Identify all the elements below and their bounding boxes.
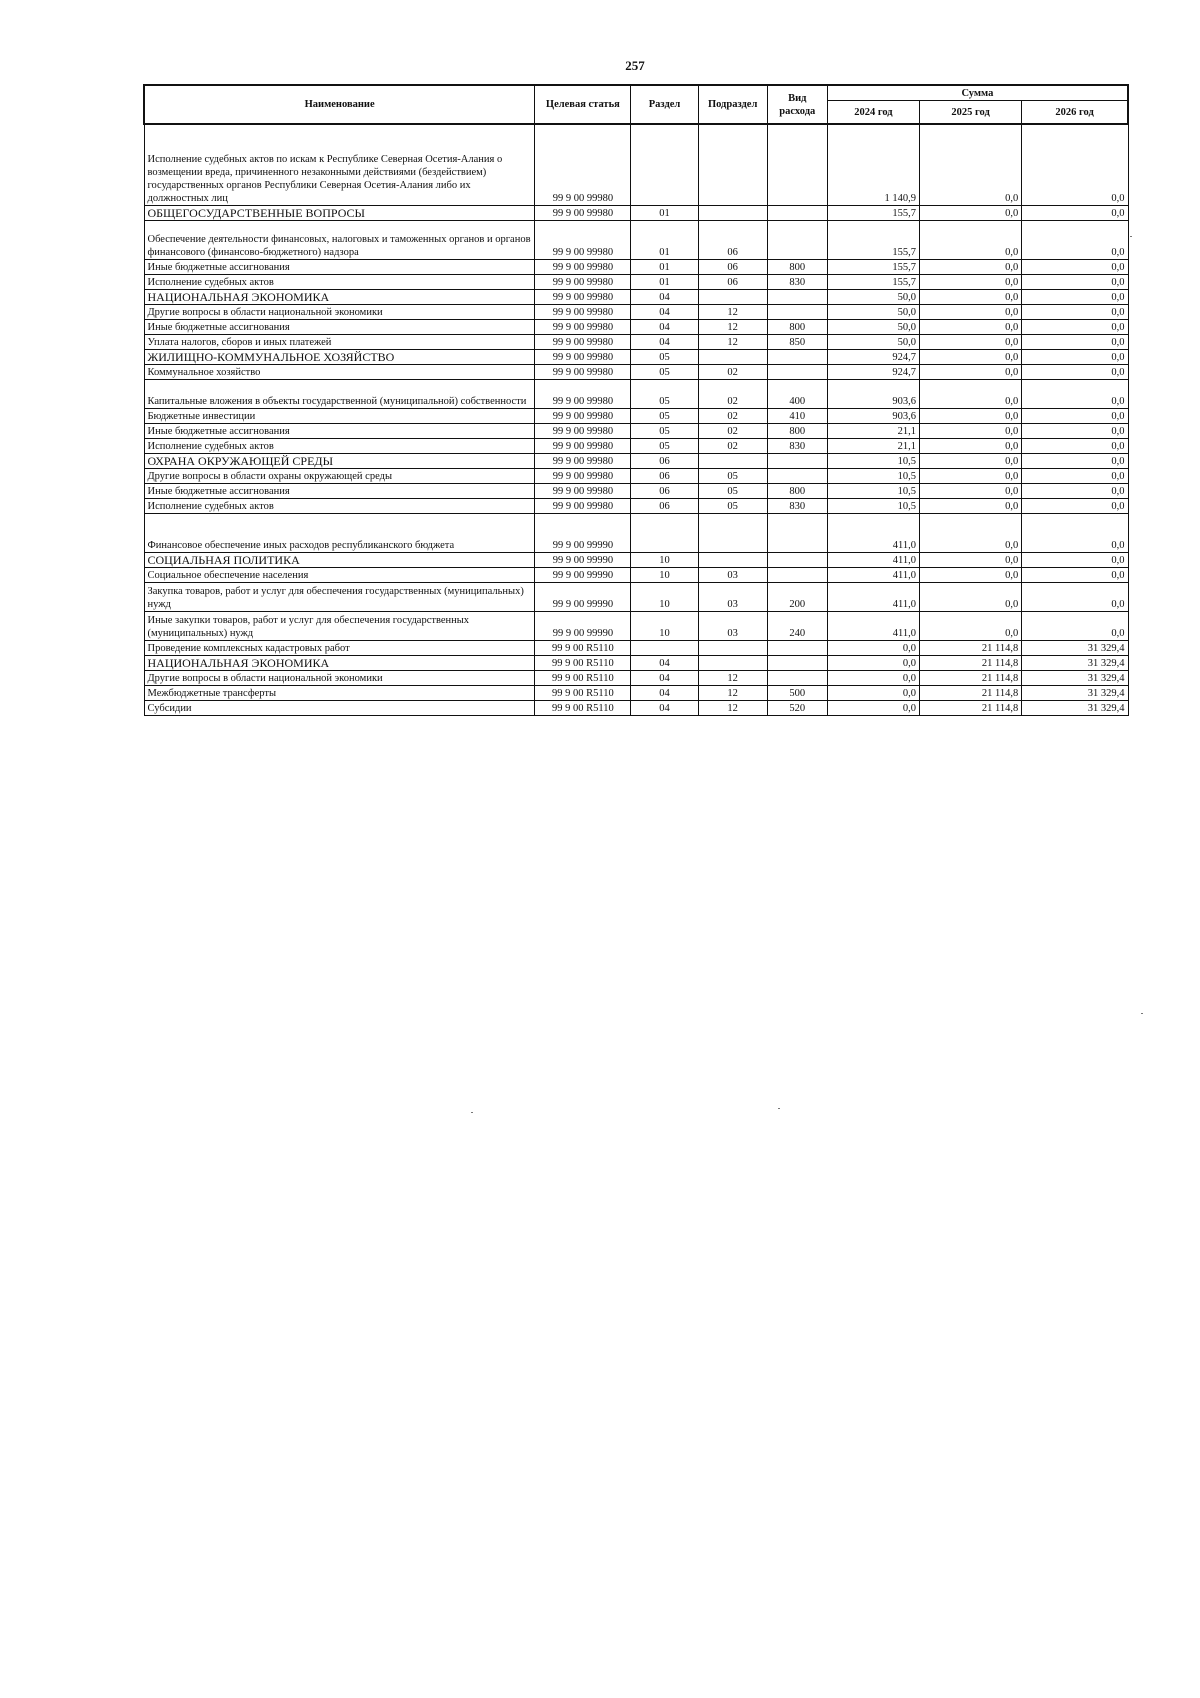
row-target-article: 99 9 00 99990 xyxy=(535,612,631,641)
row-target-article: 99 9 00 99980 xyxy=(535,454,631,469)
row-sum-2025: 0,0 xyxy=(920,499,1022,514)
row-sum-2025: 0,0 xyxy=(920,124,1022,206)
row-sum-2024: 0,0 xyxy=(827,686,919,701)
row-subsection: 12 xyxy=(698,320,767,335)
row-sum-2025: 0,0 xyxy=(920,409,1022,424)
row-section xyxy=(631,124,698,206)
row-target-article: 99 9 00 99990 xyxy=(535,583,631,612)
row-sum-2025: 21 114,8 xyxy=(920,671,1022,686)
table-row xyxy=(144,335,1128,350)
row-target-article: 99 9 00 99980 xyxy=(535,424,631,439)
row-sum-2026: 0,0 xyxy=(1022,335,1128,350)
row-sum-2024: 1 140,9 xyxy=(827,124,919,206)
row-expense-type xyxy=(767,124,827,206)
row-sum-2024: 903,6 xyxy=(827,380,919,409)
row-target-article: 99 9 00 99990 xyxy=(535,553,631,568)
row-subsection: 02 xyxy=(698,365,767,380)
header-section: Раздел xyxy=(631,85,698,124)
row-section: 04 xyxy=(631,671,698,686)
row-name: Социальное обеспечение населения xyxy=(144,568,535,583)
row-expense-type xyxy=(767,641,827,656)
row-target-article: 99 9 00 99980 xyxy=(535,469,631,484)
row-name: ЖИЛИЩНО-КОММУНАЛЬНОЕ ХОЗЯЙСТВО xyxy=(144,350,535,365)
row-sum-2026: 0,0 xyxy=(1022,439,1128,454)
row-expense-type xyxy=(767,671,827,686)
row-expense-type xyxy=(767,469,827,484)
row-subsection: 12 xyxy=(698,671,767,686)
row-target-article: 99 9 00 99980 xyxy=(535,305,631,320)
row-sum-2026: 0,0 xyxy=(1022,305,1128,320)
row-sum-2026: 0,0 xyxy=(1022,275,1128,290)
table-row xyxy=(144,290,1128,305)
row-expense-type: 800 xyxy=(767,260,827,275)
row-target-article: 99 9 00 99980 xyxy=(535,124,631,206)
row-expense-type: 800 xyxy=(767,484,827,499)
row-section: 06 xyxy=(631,469,698,484)
header-year-2025: 2025 год xyxy=(920,101,1022,125)
row-sum-2024: 411,0 xyxy=(827,612,919,641)
row-sum-2026: 0,0 xyxy=(1022,499,1128,514)
row-name: Иные бюджетные ассигнования xyxy=(144,484,535,499)
row-sum-2025: 0,0 xyxy=(920,439,1022,454)
row-subsection: 03 xyxy=(698,568,767,583)
row-expense-type: 200 xyxy=(767,583,827,612)
row-target-article: 99 9 00 99980 xyxy=(535,409,631,424)
table-row xyxy=(144,641,1128,656)
row-sum-2026: 31 329,4 xyxy=(1022,656,1128,671)
budget-table xyxy=(143,84,1129,716)
row-sum-2026: 31 329,4 xyxy=(1022,686,1128,701)
row-name: Иные закупки товаров, работ и услуг для обеспечения государственных (муниципальных) нужд xyxy=(144,612,535,641)
row-sum-2025: 21 114,8 xyxy=(920,656,1022,671)
row-sum-2025: 0,0 xyxy=(920,612,1022,641)
row-section: 10 xyxy=(631,568,698,583)
table-row xyxy=(144,221,1128,260)
table-row xyxy=(144,365,1128,380)
row-expense-type: 830 xyxy=(767,275,827,290)
row-name: Исполнение судебных актов xyxy=(144,499,535,514)
row-name: ОХРАНА ОКРУЖАЮЩЕЙ СРЕДЫ xyxy=(144,454,535,469)
table-header xyxy=(144,85,1128,124)
table-row xyxy=(144,514,1128,553)
row-section: 04 xyxy=(631,305,698,320)
row-expense-type xyxy=(767,206,827,221)
row-sum-2024: 924,7 xyxy=(827,350,919,365)
row-section: 05 xyxy=(631,380,698,409)
row-subsection xyxy=(698,454,767,469)
header-name: Наименование xyxy=(144,85,535,124)
row-name: Исполнение судебных актов по искам к Республике Северная Осетия-Алания о возмещении вреда, причиненного незаконными действиями (бездействием) государственных органов Республики Северная Осетия-Алания либо их должностных лиц xyxy=(144,124,535,206)
row-sum-2026: 0,0 xyxy=(1022,583,1128,612)
row-sum-2024: 411,0 xyxy=(827,553,919,568)
row-sum-2024: 155,7 xyxy=(827,275,919,290)
row-name: Исполнение судебных актов xyxy=(144,275,535,290)
row-sum-2024: 0,0 xyxy=(827,701,919,716)
row-expense-type xyxy=(767,305,827,320)
row-section: 01 xyxy=(631,206,698,221)
row-sum-2025: 0,0 xyxy=(920,290,1022,305)
table-row xyxy=(144,124,1128,206)
scan-speck xyxy=(778,1108,780,1109)
header-subsection: Подраздел xyxy=(698,85,767,124)
row-name: Иные бюджетные ассигнования xyxy=(144,320,535,335)
row-sum-2025: 0,0 xyxy=(920,454,1022,469)
table-row xyxy=(144,409,1128,424)
row-section: 05 xyxy=(631,365,698,380)
row-target-article: 99 9 00 99980 xyxy=(535,275,631,290)
table-row xyxy=(144,671,1128,686)
row-sum-2026: 0,0 xyxy=(1022,221,1128,260)
row-subsection: 02 xyxy=(698,409,767,424)
row-name: ОБЩЕГОСУДАРСТВЕННЫЕ ВОПРОСЫ xyxy=(144,206,535,221)
row-name: Другие вопросы в области национальной экономики xyxy=(144,671,535,686)
row-sum-2026: 0,0 xyxy=(1022,380,1128,409)
row-section: 10 xyxy=(631,612,698,641)
table-row xyxy=(144,206,1128,221)
row-sum-2024: 0,0 xyxy=(827,671,919,686)
row-sum-2025: 21 114,8 xyxy=(920,701,1022,716)
row-target-article: 99 9 00 99990 xyxy=(535,568,631,583)
row-sum-2026: 31 329,4 xyxy=(1022,701,1128,716)
table-row xyxy=(144,454,1128,469)
table-row xyxy=(144,350,1128,365)
row-name: Финансовое обеспечение иных расходов республиканского бюджета xyxy=(144,514,535,553)
table-row xyxy=(144,484,1128,499)
row-expense-type xyxy=(767,350,827,365)
row-sum-2025: 0,0 xyxy=(920,320,1022,335)
header-year-2026: 2026 год xyxy=(1022,101,1128,125)
row-subsection xyxy=(698,206,767,221)
row-sum-2026: 0,0 xyxy=(1022,469,1128,484)
row-name: Межбюджетные трансферты xyxy=(144,686,535,701)
row-section: 04 xyxy=(631,320,698,335)
row-subsection: 05 xyxy=(698,469,767,484)
header-target-article: Целевая статья xyxy=(535,85,631,124)
row-sum-2025: 0,0 xyxy=(920,514,1022,553)
row-target-article: 99 9 00 99980 xyxy=(535,499,631,514)
row-expense-type xyxy=(767,656,827,671)
row-name: НАЦИОНАЛЬНАЯ ЭКОНОМИКА xyxy=(144,656,535,671)
row-name: Закупка товаров, работ и услуг для обеспечения государственных (муниципальных) нужд xyxy=(144,583,535,612)
row-sum-2026: 0,0 xyxy=(1022,409,1128,424)
row-sum-2025: 0,0 xyxy=(920,484,1022,499)
row-section: 04 xyxy=(631,656,698,671)
row-expense-type xyxy=(767,454,827,469)
row-expense-type xyxy=(767,514,827,553)
scan-speck xyxy=(471,1112,473,1113)
row-subsection xyxy=(698,656,767,671)
row-subsection xyxy=(698,514,767,553)
row-expense-type: 850 xyxy=(767,335,827,350)
row-sum-2024: 155,7 xyxy=(827,221,919,260)
row-section: 04 xyxy=(631,701,698,716)
table-row xyxy=(144,320,1128,335)
row-sum-2024: 50,0 xyxy=(827,335,919,350)
row-name: Субсидии xyxy=(144,701,535,716)
row-name: Коммунальное хозяйство xyxy=(144,365,535,380)
row-sum-2025: 0,0 xyxy=(920,260,1022,275)
row-sum-2025: 0,0 xyxy=(920,335,1022,350)
row-section xyxy=(631,641,698,656)
table-row xyxy=(144,380,1128,409)
row-sum-2026: 0,0 xyxy=(1022,424,1128,439)
row-sum-2024: 155,7 xyxy=(827,260,919,275)
row-sum-2025: 0,0 xyxy=(920,305,1022,320)
row-expense-type: 240 xyxy=(767,612,827,641)
row-section: 06 xyxy=(631,484,698,499)
row-sum-2026: 0,0 xyxy=(1022,553,1128,568)
table-row xyxy=(144,439,1128,454)
row-sum-2026: 0,0 xyxy=(1022,206,1128,221)
row-sum-2025: 21 114,8 xyxy=(920,641,1022,656)
table-row xyxy=(144,499,1128,514)
row-section: 01 xyxy=(631,275,698,290)
row-expense-type: 800 xyxy=(767,320,827,335)
row-target-article: 99 9 00 99980 xyxy=(535,260,631,275)
row-subsection: 12 xyxy=(698,701,767,716)
table-row xyxy=(144,260,1128,275)
row-target-article: 99 9 00 R5110 xyxy=(535,671,631,686)
row-sum-2025: 0,0 xyxy=(920,275,1022,290)
table-body xyxy=(144,124,1128,716)
row-name: Другие вопросы в области национальной экономики xyxy=(144,305,535,320)
table-row xyxy=(144,275,1128,290)
row-name: НАЦИОНАЛЬНАЯ ЭКОНОМИКА xyxy=(144,290,535,305)
row-sum-2026: 0,0 xyxy=(1022,612,1128,641)
row-subsection: 05 xyxy=(698,484,767,499)
row-sum-2026: 31 329,4 xyxy=(1022,671,1128,686)
row-subsection: 12 xyxy=(698,335,767,350)
row-expense-type xyxy=(767,221,827,260)
row-sum-2026: 0,0 xyxy=(1022,484,1128,499)
row-section: 05 xyxy=(631,424,698,439)
row-subsection: 02 xyxy=(698,439,767,454)
row-subsection: 02 xyxy=(698,380,767,409)
row-target-article: 99 9 00 99980 xyxy=(535,290,631,305)
row-target-article: 99 9 00 R5110 xyxy=(535,641,631,656)
row-subsection: 06 xyxy=(698,260,767,275)
row-sum-2024: 924,7 xyxy=(827,365,919,380)
row-name: СОЦИАЛЬНАЯ ПОЛИТИКА xyxy=(144,553,535,568)
row-target-article: 99 9 00 99980 xyxy=(535,439,631,454)
row-expense-type: 830 xyxy=(767,499,827,514)
row-expense-type xyxy=(767,553,827,568)
row-sum-2026: 0,0 xyxy=(1022,290,1128,305)
row-subsection xyxy=(698,553,767,568)
row-sum-2024: 10,5 xyxy=(827,499,919,514)
row-target-article: 99 9 00 99980 xyxy=(535,221,631,260)
row-sum-2024: 903,6 xyxy=(827,409,919,424)
row-sum-2025: 0,0 xyxy=(920,380,1022,409)
row-target-article: 99 9 00 99980 xyxy=(535,380,631,409)
row-expense-type: 520 xyxy=(767,701,827,716)
row-name: Другие вопросы в области охраны окружающей среды xyxy=(144,469,535,484)
row-sum-2026: 0,0 xyxy=(1022,320,1128,335)
row-expense-type: 800 xyxy=(767,424,827,439)
row-section: 06 xyxy=(631,454,698,469)
table-row xyxy=(144,568,1128,583)
row-section: 05 xyxy=(631,350,698,365)
row-section: 06 xyxy=(631,499,698,514)
row-sum-2025: 0,0 xyxy=(920,568,1022,583)
row-sum-2026: 0,0 xyxy=(1022,124,1128,206)
scan-speck xyxy=(1130,236,1132,237)
header-sum: Сумма xyxy=(827,85,1128,101)
row-subsection xyxy=(698,350,767,365)
row-subsection xyxy=(698,641,767,656)
row-target-article: 99 9 00 R5110 xyxy=(535,701,631,716)
row-expense-type: 500 xyxy=(767,686,827,701)
row-sum-2026: 0,0 xyxy=(1022,514,1128,553)
table-row xyxy=(144,553,1128,568)
table-row xyxy=(144,305,1128,320)
scan-speck xyxy=(1141,1013,1143,1014)
row-target-article: 99 9 00 R5110 xyxy=(535,686,631,701)
row-sum-2024: 411,0 xyxy=(827,568,919,583)
row-sum-2025: 0,0 xyxy=(920,365,1022,380)
row-sum-2025: 0,0 xyxy=(920,469,1022,484)
row-name: Капитальные вложения в объекты государственной (муниципальной) собственности xyxy=(144,380,535,409)
row-name: Проведение комплексных кадастровых работ xyxy=(144,641,535,656)
row-sum-2025: 0,0 xyxy=(920,553,1022,568)
row-sum-2025: 0,0 xyxy=(920,424,1022,439)
table-row xyxy=(144,469,1128,484)
row-target-article: 99 9 00 R5110 xyxy=(535,656,631,671)
table-row xyxy=(144,424,1128,439)
table-row xyxy=(144,701,1128,716)
row-name: Иные бюджетные ассигнования xyxy=(144,260,535,275)
header-expense-type: Вид расхода xyxy=(767,85,827,124)
table-row xyxy=(144,612,1128,641)
row-subsection: 03 xyxy=(698,583,767,612)
row-subsection: 12 xyxy=(698,686,767,701)
row-sum-2026: 0,0 xyxy=(1022,350,1128,365)
row-section: 04 xyxy=(631,335,698,350)
row-target-article: 99 9 00 99980 xyxy=(535,320,631,335)
row-name: Исполнение судебных актов xyxy=(144,439,535,454)
row-sum-2024: 10,5 xyxy=(827,454,919,469)
row-sum-2025: 0,0 xyxy=(920,350,1022,365)
row-expense-type: 410 xyxy=(767,409,827,424)
row-name: Уплата налогов, сборов и иных платежей xyxy=(144,335,535,350)
table-row xyxy=(144,583,1128,612)
header-year-2024: 2024 год xyxy=(827,101,919,125)
table-row xyxy=(144,686,1128,701)
row-sum-2024: 411,0 xyxy=(827,583,919,612)
row-section: 05 xyxy=(631,439,698,454)
row-name: Обеспечение деятельности финансовых, налоговых и таможенных органов и органов финансового (финансово-бюджетного) надзора xyxy=(144,221,535,260)
row-sum-2024: 411,0 xyxy=(827,514,919,553)
row-subsection: 03 xyxy=(698,612,767,641)
row-sum-2024: 50,0 xyxy=(827,320,919,335)
table-row xyxy=(144,656,1128,671)
row-section: 01 xyxy=(631,221,698,260)
row-sum-2026: 31 329,4 xyxy=(1022,641,1128,656)
row-sum-2024: 0,0 xyxy=(827,656,919,671)
row-sum-2025: 0,0 xyxy=(920,206,1022,221)
row-subsection: 12 xyxy=(698,305,767,320)
row-subsection: 02 xyxy=(698,424,767,439)
row-name: Иные бюджетные ассигнования xyxy=(144,424,535,439)
row-sum-2024: 10,5 xyxy=(827,484,919,499)
row-subsection: 05 xyxy=(698,499,767,514)
row-sum-2025: 0,0 xyxy=(920,583,1022,612)
row-expense-type xyxy=(767,365,827,380)
row-sum-2026: 0,0 xyxy=(1022,260,1128,275)
row-expense-type xyxy=(767,290,827,305)
row-section xyxy=(631,514,698,553)
row-sum-2024: 50,0 xyxy=(827,290,919,305)
row-target-article: 99 9 00 99980 xyxy=(535,335,631,350)
row-target-article: 99 9 00 99980 xyxy=(535,484,631,499)
page-number: 257 xyxy=(625,58,645,73)
row-sum-2025: 0,0 xyxy=(920,221,1022,260)
row-expense-type: 830 xyxy=(767,439,827,454)
row-section: 04 xyxy=(631,686,698,701)
row-sum-2024: 0,0 xyxy=(827,641,919,656)
row-sum-2025: 21 114,8 xyxy=(920,686,1022,701)
row-sum-2024: 21,1 xyxy=(827,439,919,454)
row-name: Бюджетные инвестиции xyxy=(144,409,535,424)
row-subsection xyxy=(698,290,767,305)
row-target-article: 99 9 00 99990 xyxy=(535,514,631,553)
row-expense-type xyxy=(767,568,827,583)
row-sum-2024: 155,7 xyxy=(827,206,919,221)
row-expense-type: 400 xyxy=(767,380,827,409)
row-sum-2026: 0,0 xyxy=(1022,454,1128,469)
row-target-article: 99 9 00 99980 xyxy=(535,350,631,365)
row-section: 10 xyxy=(631,553,698,568)
row-section: 10 xyxy=(631,583,698,612)
row-subsection: 06 xyxy=(698,221,767,260)
row-target-article: 99 9 00 99980 xyxy=(535,206,631,221)
row-section: 01 xyxy=(631,260,698,275)
row-sum-2024: 21,1 xyxy=(827,424,919,439)
row-section: 05 xyxy=(631,409,698,424)
row-sum-2024: 50,0 xyxy=(827,305,919,320)
row-section: 04 xyxy=(631,290,698,305)
row-subsection: 06 xyxy=(698,275,767,290)
row-subsection xyxy=(698,124,767,206)
row-sum-2024: 10,5 xyxy=(827,469,919,484)
row-target-article: 99 9 00 99980 xyxy=(535,365,631,380)
row-sum-2026: 0,0 xyxy=(1022,568,1128,583)
row-sum-2026: 0,0 xyxy=(1022,365,1128,380)
